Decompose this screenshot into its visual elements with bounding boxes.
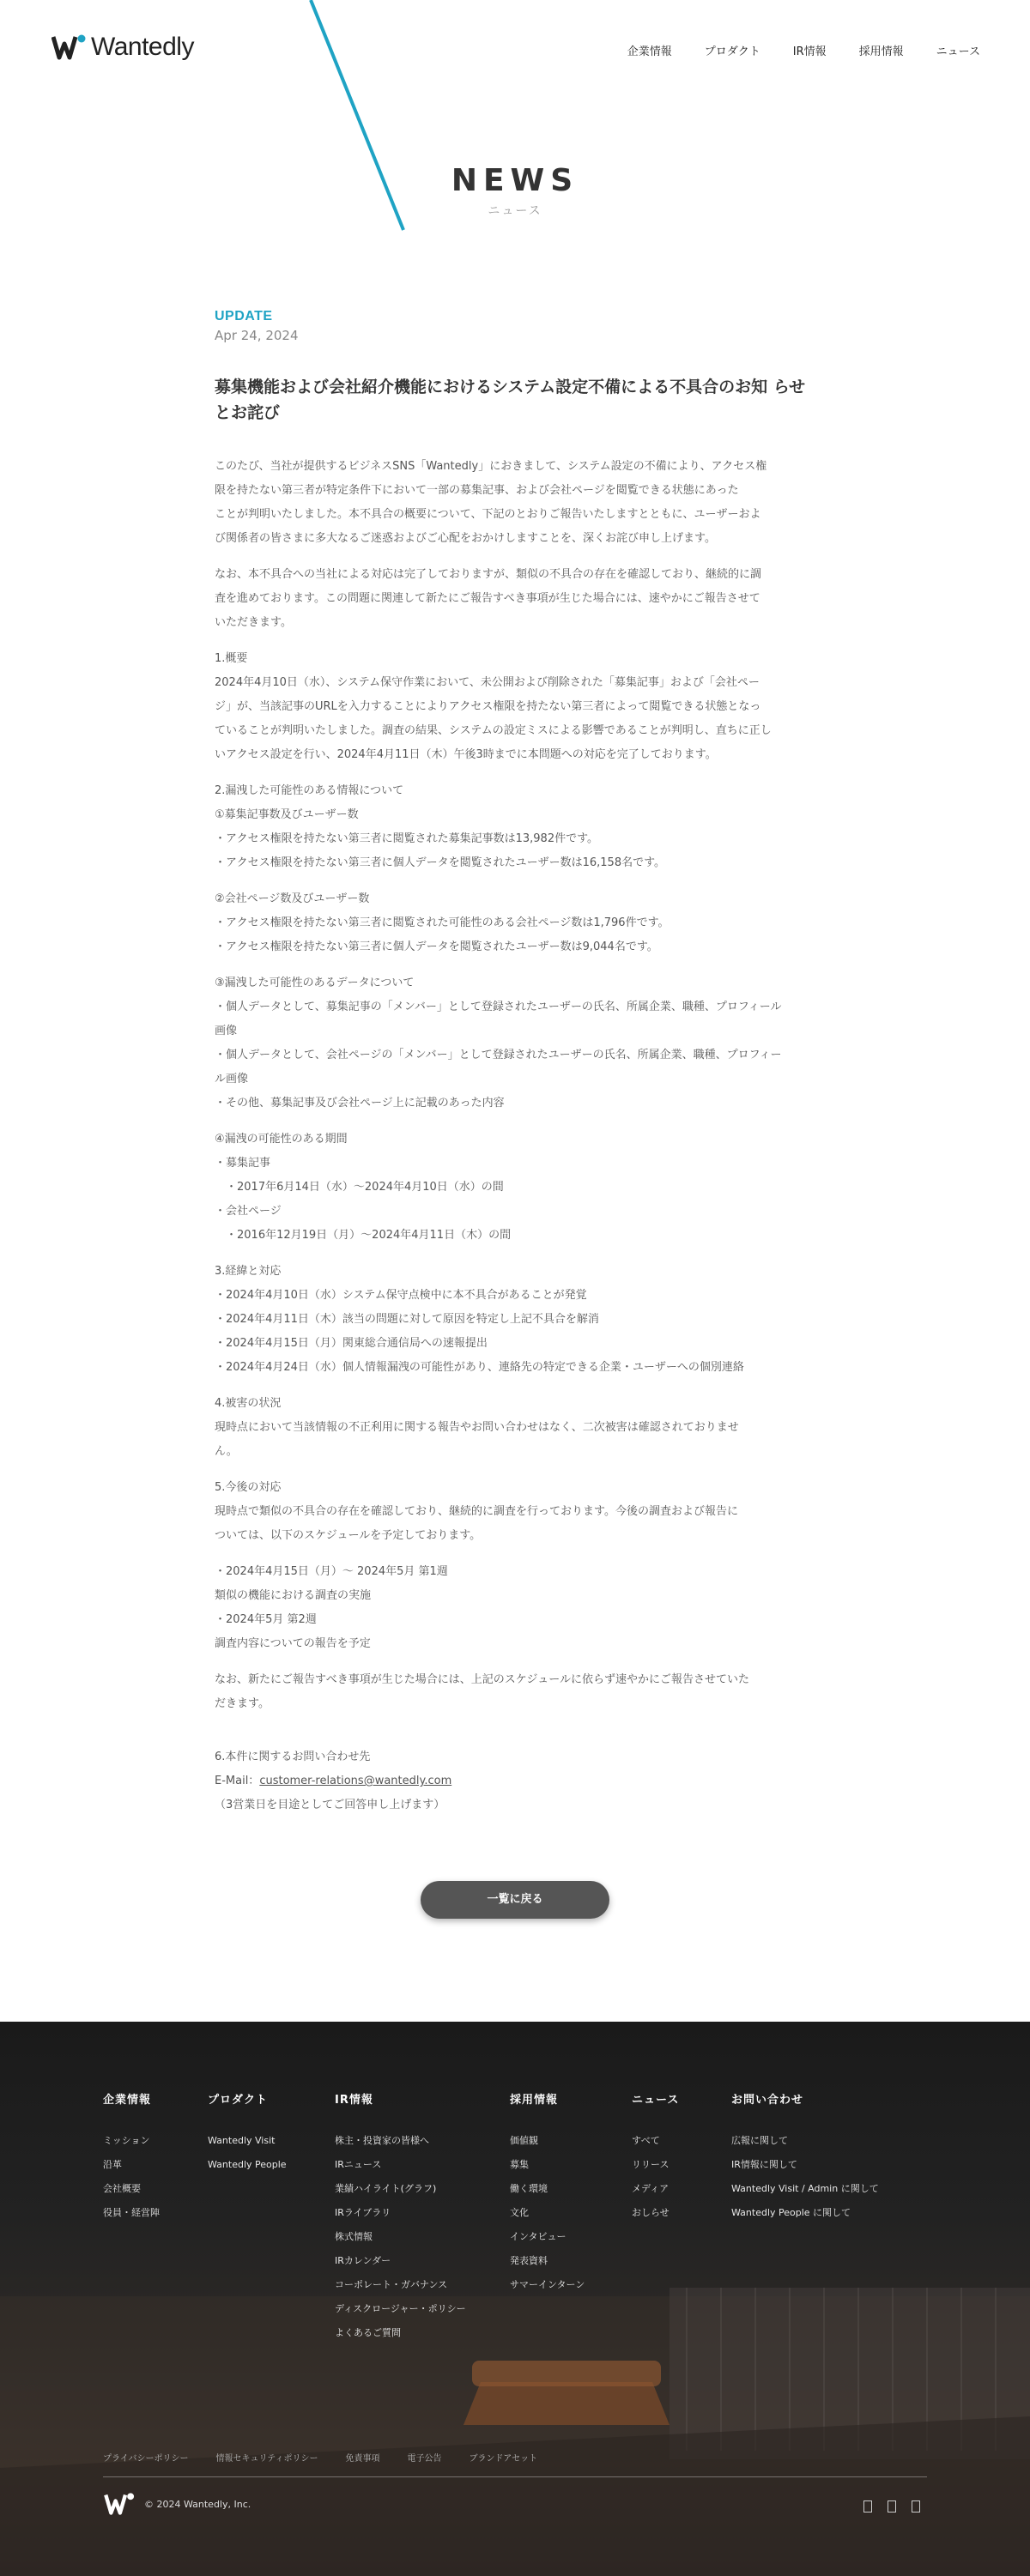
contact-email-link[interactable]: customer-relations@wantedly.com	[259, 1775, 452, 1787]
article-line: 調査内容についての報告を予定	[215, 1637, 371, 1650]
article-line: なお、本不具合への当社による対応は完了しておりますが、類似の不具合の存在を確認しており、継続的に調	[215, 568, 762, 581]
nav-ir[interactable]: IR情報	[792, 45, 827, 58]
article-line: 現時点で類似の不具合の存在を確認しており、継続的に調査を行っております。今後の調査および報告に	[215, 1505, 738, 1518]
footer-link[interactable]: 役員・経営陣	[103, 2207, 160, 2218]
article-line: ていることが判明いたしました。調査の結果、システムの設定ミスによる影響であることが判明し、直ちに正し	[215, 724, 772, 737]
article-body	[215, 455, 815, 1716]
security-policy-link[interactable]: 情報セキュリティポリシー	[215, 2454, 318, 2464]
footer-link[interactable]: Wantedly People に関して	[731, 2207, 851, 2218]
footer-link[interactable]: Wantedly Visit	[208, 2135, 276, 2146]
article-line: いアクセス設定を行い、2024年4月11日（木）午後3時までに本問題への対応を完了しております。	[215, 748, 717, 761]
footer-link[interactable]: リリース	[632, 2159, 670, 2170]
contact-section	[215, 1745, 815, 1817]
footer-col-ir	[335, 2090, 466, 2345]
article-paragraph	[215, 1560, 815, 1656]
social-links	[863, 2500, 920, 2513]
footer-link[interactable]: 働く環境	[510, 2183, 548, 2194]
article-paragraph	[215, 1476, 815, 1548]
footer-link[interactable]: 募集	[510, 2159, 529, 2170]
article-line: ・2024年4月15日（月）～ 2024年5月 第1週	[215, 1565, 448, 1578]
article-line: 5.今後の対応	[215, 1481, 282, 1494]
article-line: 類似の機能における調査の実施	[215, 1589, 372, 1602]
footer-col-title: お問い合わせ	[731, 2094, 804, 2107]
contact-heading: 6.本件に関するお問い合わせ先	[215, 1751, 371, 1763]
article-paragraph	[215, 1128, 815, 1248]
article-line: ことが判明いたしました。本不具合の概要について、下記のとおりご報告いたしますとともに、ユーザーおよ	[215, 508, 761, 521]
footer-link[interactable]: IR情報に関して	[731, 2159, 797, 2170]
article-line: ③漏洩した可能性のあるデータについて	[215, 977, 415, 989]
article-paragraph	[215, 1260, 815, 1380]
article-title	[215, 374, 815, 426]
article-line: ②会社ページ数及びユーザー数	[215, 892, 370, 905]
back-wrap	[215, 1881, 815, 1919]
footer-link[interactable]: ディスクロージャー・ポリシー	[335, 2303, 466, 2314]
nav-news[interactable]: ニュース	[936, 45, 980, 58]
site-footer	[0, 2022, 1030, 2576]
article-paragraph	[215, 887, 815, 959]
footer-link[interactable]: IRニュース	[335, 2159, 382, 2170]
article-line: ・個人データとして、会社ページの「メンバー」として登録されたユーザーの氏名、所属企業、職種、プロフィー	[215, 1049, 782, 1061]
article-date: Apr 24, 2024	[215, 328, 299, 343]
footer-link[interactable]: すべて	[632, 2135, 660, 2146]
wantedly-footer-mark-icon[interactable]	[103, 2492, 136, 2516]
article-line: ・2024年4月24日（水）個人情報漏洩の可能性があり、連絡先の特定できる企業・ユーザーへの個別連絡	[215, 1361, 744, 1374]
article-line: ・2024年4月11日（木）該当の問題に対して原因を特定し上記不具合を解消	[215, 1313, 599, 1326]
footer-link[interactable]: Wantedly Visit / Admin に関して	[731, 2183, 879, 2194]
article-line: ついては、以下のスケジュールを予定しております。	[215, 1529, 482, 1542]
footer-link[interactable]: おしらせ	[632, 2207, 670, 2218]
footer-link[interactable]: IRカレンダー	[335, 2255, 391, 2266]
footer-link[interactable]: IRライブラリ	[335, 2207, 391, 2218]
nav-product[interactable]: プロダクト	[704, 45, 760, 58]
article-line: ・アクセス権限を持たない第三者に個人データを閲覧されたユーザー数は9,044名です。	[215, 940, 658, 953]
article-line: び関係者の皆さまに多大なるご迷惑およびご心配をおかけしますことを、深くお詫び申し上げます。	[215, 532, 716, 545]
article-paragraph	[215, 647, 815, 767]
footer-link[interactable]: よくあるご質問	[335, 2327, 401, 2338]
privacy-policy-link[interactable]: プライバシーポリシー	[103, 2454, 189, 2464]
footer-link[interactable]: インタビュー	[510, 2231, 566, 2242]
article-line: ・アクセス権限を持たない第三者に閲覧された募集記事数は13,982件です。	[215, 832, 599, 845]
footer-link[interactable]: 沿革	[103, 2159, 122, 2170]
footer-link[interactable]: 文化	[510, 2207, 529, 2218]
article-line: 画像	[215, 1025, 238, 1037]
article-line: 3.経緯と対応	[215, 1265, 282, 1278]
electronic-notice-link[interactable]: 電子公告	[407, 2454, 442, 2464]
article-line: ・個人データとして、募集記事の「メンバー」として登録されたユーザーの氏名、所属企業、職種、プロフィール	[215, 1001, 782, 1013]
article-line: いただきます。	[215, 616, 292, 629]
news-article	[215, 309, 815, 1919]
article-title-line: 募集機能および会社紹介機能におけるシステム設定不備による不具合のお知	[215, 378, 768, 396]
footer-link[interactable]: Wantedly People	[208, 2159, 287, 2170]
article-line: ・アクセス権限を持たない第三者に個人データを閲覧されたユーザー数は16,158名です。	[215, 856, 666, 869]
article-line: ん。	[215, 1445, 238, 1458]
article-line: ル画像	[215, 1073, 249, 1085]
facebook-icon[interactable]	[863, 2500, 872, 2513]
footer-col-title: ニュース	[632, 2094, 680, 2107]
article-line: ・2016年12月19日（月）～2024年4月11日（木）の間	[215, 1229, 512, 1242]
article-line: このたび、当社が提供するビジネスSNS「Wantedly」におきまして、システム設定の不備により、アクセス権	[215, 460, 767, 473]
article-line: 2.漏洩した可能性のある情報について	[215, 784, 404, 797]
article-line: ジ」が、当該記事のURLを入力することによりアクセス権限を持たない第三者によって閲覧できる状態となっ	[215, 700, 761, 713]
footer-col-company	[103, 2090, 160, 2225]
footer-col-contact	[731, 2090, 879, 2225]
footer-link[interactable]: コーポレート・ガバナンス	[335, 2279, 448, 2290]
footer-col-recruit	[510, 2090, 585, 2297]
footer-col-title: プロダクト	[208, 2094, 269, 2107]
article-line: ・その他、募集記事及び会社ページ上に記載のあった内容	[215, 1097, 505, 1110]
disclaimer-link[interactable]: 免責事項	[345, 2454, 380, 2464]
article-line: ・2024年4月10日（水）システム保守点検中に本不具合があることが発覚	[215, 1289, 587, 1302]
footer-link[interactable]: メディア	[632, 2183, 670, 2194]
hero	[0, 103, 1030, 223]
article-paragraph	[215, 563, 815, 635]
logo-text: Wantedly	[91, 33, 194, 61]
footer-col-title: IR情報	[335, 2094, 373, 2107]
nav-recruit[interactable]: 採用情報	[858, 45, 904, 58]
article-line: ・会社ページ	[215, 1205, 282, 1218]
article-line: 2024年4月10日（水）、システム保守作業において、未公開および削除された「募集記事」および「会社ペー	[215, 676, 760, 689]
footer-link[interactable]: 株式情報	[335, 2231, 373, 2242]
footer-link[interactable]: 業績ハイライト(グラフ)	[335, 2183, 437, 2194]
footer-bottom	[103, 2492, 251, 2516]
page-subtitle: ニュース	[488, 204, 542, 218]
site-header	[0, 0, 1030, 103]
contact-email-line	[215, 1769, 815, 1793]
footer-link[interactable]: サマーインターン	[510, 2279, 585, 2290]
brand-assets-link[interactable]: ブランドアセット	[469, 2454, 538, 2464]
wantedly-mark-icon	[52, 33, 86, 61]
article-line: 現時点において当該情報の不正利用に関する報告やお問い合わせはなく、二次被害は確認されておりませ	[215, 1421, 739, 1434]
article-line: ・2024年5月 第2週	[215, 1613, 317, 1626]
footer-legal-links	[103, 2451, 537, 2464]
footer-link[interactable]: 発表資料	[510, 2255, 548, 2266]
footer-link[interactable]: 広報に関して	[731, 2135, 788, 2146]
page-title: NEWS	[451, 163, 579, 198]
contact-note: （3営業日を目途としてご回答申し上げます）	[215, 1799, 445, 1811]
article-line: ・アクセス権限を持たない第三者に閲覧された可能性のある会社ページ数は1,796件です。	[215, 916, 670, 929]
article-line: ①募集記事数及びユーザー数	[215, 808, 359, 821]
article-paragraph	[215, 779, 815, 875]
category-label: UPDATE	[215, 309, 273, 324]
footer-col-news	[632, 2090, 679, 2225]
article-line: 限を持たない第三者が特定条件下において一部の募集記事、および会社ページを閲覧できる状態にあった	[215, 484, 739, 497]
article-line: 1.概要	[215, 652, 248, 665]
footer-divider	[103, 2476, 927, 2477]
article-line: 査を進めております。この問題に関連して新たにご報告すべき事項が生じた場合には、速やかにご報告させて	[215, 592, 760, 605]
footer-link[interactable]: 会社概要	[103, 2183, 141, 2194]
footer-link[interactable]: 価値観	[510, 2135, 538, 2146]
article-paragraph	[215, 971, 815, 1116]
article-line: ・2024年4月15日（月）関東総合通信局への速報提出	[215, 1337, 488, 1350]
article-paragraph	[215, 1668, 815, 1716]
copyright: © 2024 Wantedly, Inc.	[144, 2498, 251, 2510]
footer-col-title: 採用情報	[510, 2094, 559, 2107]
wantedly-logo[interactable]	[52, 33, 194, 62]
article-line: ・2017年6月14日（水）～2024年4月10日（水）の間	[215, 1181, 504, 1194]
nav-company[interactable]: 企業情報	[627, 45, 672, 58]
article-paragraph	[215, 455, 815, 551]
twitter-icon[interactable]	[888, 2500, 896, 2513]
article-line: ④漏洩の可能性のある期間	[215, 1133, 348, 1146]
article-line: なお、新たにご報告すべき事項が生じた場合には、上記のスケジュールに依らず速やかにご報告させていた	[215, 1673, 749, 1686]
article-line: ・募集記事	[215, 1157, 271, 1170]
email-label: E-Mail：	[215, 1775, 260, 1787]
article-line: だきます。	[215, 1697, 270, 1710]
footer-col-title: 企業情報	[103, 2094, 152, 2107]
footer-link[interactable]: ミッション	[103, 2135, 150, 2146]
instagram-icon[interactable]	[912, 2500, 920, 2513]
article-title-line: らせとお詫び	[215, 378, 806, 422]
back-to-list-button[interactable]: 一覧に戻る	[421, 1881, 609, 1919]
article-line: 4.被害の状況	[215, 1397, 282, 1410]
article-paragraph	[215, 1392, 815, 1464]
global-nav	[627, 42, 980, 58]
footer-link[interactable]: 株主・投資家の皆様へ	[335, 2135, 429, 2146]
footer-col-product	[208, 2090, 287, 2177]
